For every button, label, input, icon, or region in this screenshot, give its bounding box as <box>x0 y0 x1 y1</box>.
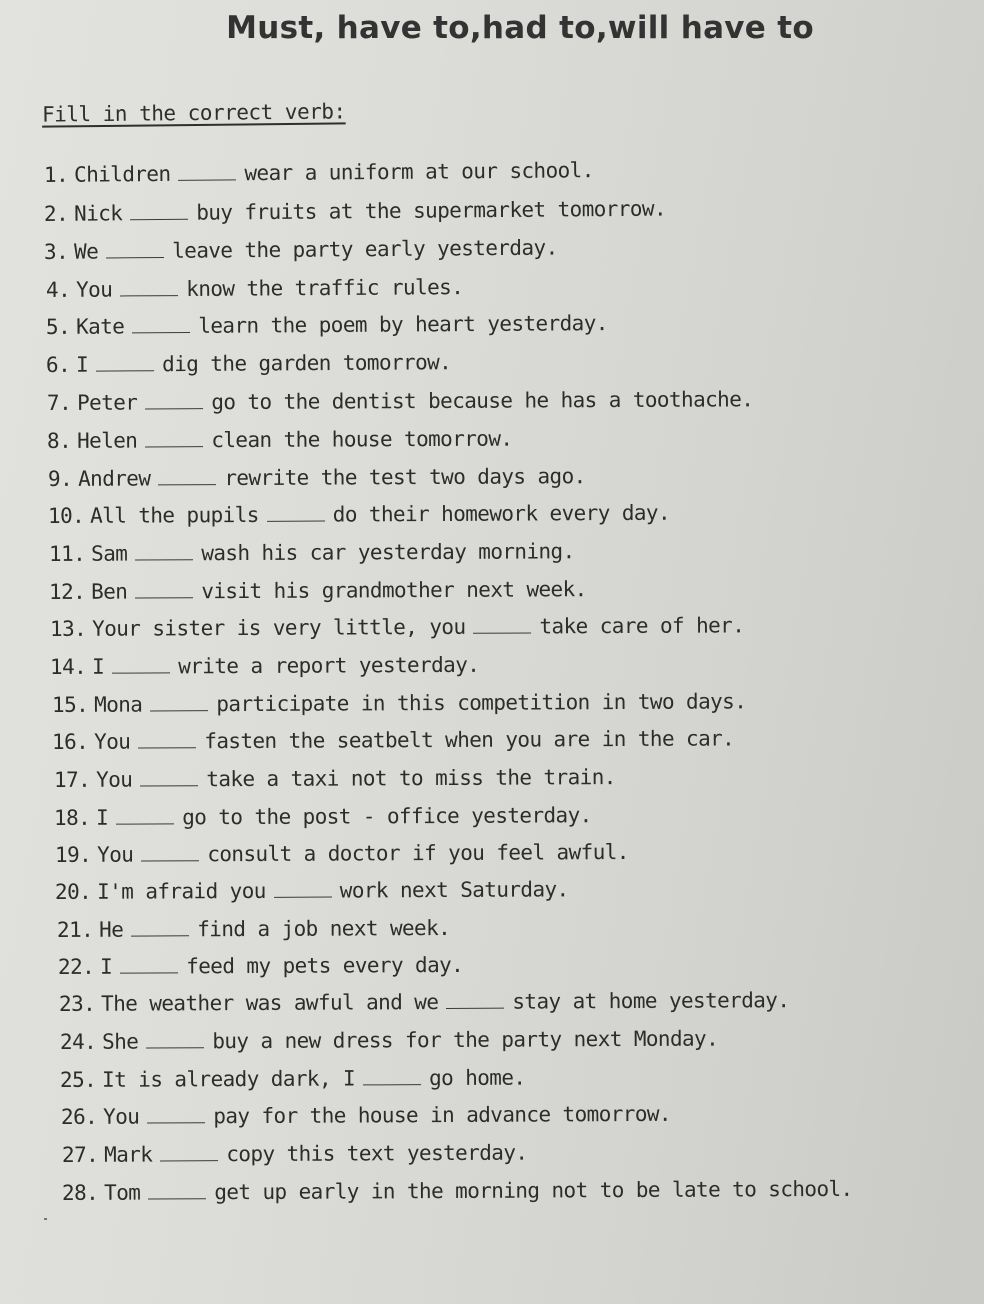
item-text-after-blank: take care of her. <box>539 613 745 639</box>
item-number: 13. <box>49 616 87 641</box>
item-number: 23. <box>58 991 96 1016</box>
item-text-after-blank: clean the house tomorrow. <box>211 426 513 453</box>
item-text-after-blank: fasten the seatbelt when you are in the car. <box>204 726 735 754</box>
exercise-item <box>46 311 608 339</box>
item-text-after-blank: learn the poem by heart yesterday. <box>198 311 608 338</box>
item-number: 21. <box>56 917 94 942</box>
item-text-after-blank: go to the post - office yesterday. <box>182 803 592 830</box>
item-text-before-blank: Tom <box>104 1180 141 1205</box>
item-text-before-blank: Helen <box>77 428 138 453</box>
exercise-item <box>55 840 629 867</box>
exercise-item <box>44 236 558 264</box>
item-text-after-blank: work next Saturday. <box>339 877 569 903</box>
answer-blank[interactable] <box>446 992 504 1009</box>
exercise-item <box>50 613 744 641</box>
item-number: 9. <box>47 466 73 491</box>
item-text-after-blank: consult a doctor if you feel awful. <box>207 839 629 867</box>
item-text-after-blank: feed my pets every day. <box>186 952 464 979</box>
exercise-item <box>44 158 594 187</box>
answer-blank[interactable] <box>473 616 531 633</box>
item-number: 7. <box>46 390 72 415</box>
item-text-before-blank: Mark <box>104 1142 153 1167</box>
item-text-after-blank: wash his car yesterday morning. <box>201 539 575 566</box>
answer-blank[interactable] <box>120 956 178 973</box>
answer-blank[interactable] <box>112 656 170 673</box>
page-title: Must, have to,had to,will have to <box>226 10 814 46</box>
exercise-item <box>48 501 670 528</box>
item-number: 4. <box>45 277 71 302</box>
item-text-after-blank: leave the party early yesterday. <box>172 235 558 263</box>
answer-blank[interactable] <box>116 807 174 824</box>
answer-blank[interactable] <box>274 881 332 898</box>
exercise-item <box>60 1066 526 1092</box>
answer-blank[interactable] <box>158 468 216 485</box>
answer-blank[interactable] <box>363 1068 421 1085</box>
answer-blank[interactable] <box>160 1144 218 1161</box>
item-number: 25. <box>59 1067 97 1092</box>
item-text-before-blank: You <box>96 767 133 792</box>
exercise-item <box>59 988 789 1016</box>
item-number: 15. <box>51 692 89 717</box>
exercise-item <box>62 1141 528 1167</box>
item-number: 1. <box>43 162 69 187</box>
item-text-before-blank: Nick <box>73 201 123 226</box>
item-text-before-blank: Mona <box>94 692 143 717</box>
item-text-after-blank: get up early in the morning not to be late to school. <box>214 1176 853 1205</box>
answer-blank[interactable] <box>138 731 196 748</box>
item-text-before-blank: He <box>99 917 124 942</box>
answer-blank[interactable] <box>140 769 198 786</box>
exercise-item <box>44 197 666 226</box>
exercise-item <box>46 350 451 377</box>
item-number: 17. <box>53 767 91 792</box>
item-text-after-blank: write a report yesterday. <box>178 652 480 679</box>
answer-blank[interactable] <box>148 1182 206 1199</box>
exercise-item <box>47 427 513 453</box>
exercise-item <box>48 464 586 491</box>
exercise-item <box>54 765 616 792</box>
answer-blank[interactable] <box>147 1106 205 1123</box>
item-number: 10. <box>47 503 85 528</box>
item-text-before-blank: Peter <box>77 390 138 415</box>
item-text-after-blank: rewrite the test two days ago. <box>224 464 586 491</box>
item-number: 22. <box>57 954 95 979</box>
item-text-before-blank: All the pupils <box>90 502 259 528</box>
item-number: 27. <box>61 1142 99 1167</box>
item-number: 11. <box>48 541 86 566</box>
exercise-item <box>49 539 575 566</box>
answer-blank[interactable] <box>150 694 208 711</box>
item-text-before-blank: She <box>102 1029 139 1054</box>
exercise-item <box>54 803 592 830</box>
item-text-before-blank: Sam <box>91 541 128 566</box>
answer-blank[interactable] <box>267 505 325 522</box>
pen-mark <box>44 1218 47 1220</box>
item-text-before-blank: You <box>103 1104 140 1129</box>
item-text-before-blank: You <box>76 277 113 302</box>
exercise-item <box>52 689 746 717</box>
answer-blank[interactable] <box>145 392 203 409</box>
item-text-before-blank: I <box>100 954 113 979</box>
answer-blank[interactable] <box>120 279 178 296</box>
answer-blank[interactable] <box>145 430 203 447</box>
item-text-after-blank: go home. <box>428 1065 526 1091</box>
item-text-after-blank: do their homework every day. <box>332 500 671 527</box>
instruction-heading: Fill in the correct verb: <box>41 99 346 127</box>
item-text-after-blank: take a taxi not to miss the train. <box>206 765 616 792</box>
item-text-before-blank: I <box>92 654 105 679</box>
item-text-before-blank: Ben <box>91 579 128 604</box>
exercise-item <box>61 1102 671 1129</box>
item-text-before-blank: Children <box>73 161 171 187</box>
item-text-after-blank: pay for the house in advance tomorrow. <box>213 1101 671 1129</box>
answer-blank[interactable] <box>106 241 164 259</box>
exercise-item <box>58 953 463 979</box>
item-number: 12. <box>48 579 86 604</box>
item-text-after-blank: buy a new dress for the party next Monday. <box>212 1026 719 1054</box>
item-number: 28. <box>61 1180 99 1205</box>
item-text-after-blank: visit his grandmother next week. <box>201 577 587 604</box>
item-text-after-blank: stay at home yesterday. <box>512 988 790 1014</box>
item-text-after-blank: find a job next week. <box>197 915 451 942</box>
item-text-after-blank: know the traffic rules. <box>186 275 464 302</box>
item-text-after-blank: dig the garden tomorrow. <box>162 350 452 377</box>
exercise-item <box>62 1177 853 1205</box>
item-text-before-blank: You <box>97 842 134 867</box>
answer-blank[interactable] <box>146 1031 204 1048</box>
item-text-before-blank: You <box>94 729 131 754</box>
exercise-item <box>52 726 734 754</box>
answer-blank[interactable] <box>131 919 189 936</box>
item-number: 14. <box>49 654 87 679</box>
answer-blank[interactable] <box>135 581 193 598</box>
item-number: 2. <box>43 201 69 226</box>
answer-blank[interactable] <box>178 163 236 181</box>
exercise-item <box>57 916 450 942</box>
item-text-before-blank: I <box>76 352 89 377</box>
answer-blank[interactable] <box>135 543 193 560</box>
exercise-item <box>50 653 479 679</box>
item-number: 26. <box>60 1104 98 1129</box>
item-text-after-blank: copy this text yesterday. <box>226 1140 528 1167</box>
item-number: 3. <box>43 239 69 264</box>
item-number: 18. <box>53 805 91 830</box>
item-number: 8. <box>46 428 72 453</box>
answer-blank[interactable] <box>132 316 190 333</box>
exercise-item <box>60 1027 718 1054</box>
item-number: 24. <box>59 1029 97 1054</box>
item-text-before-blank: We <box>73 239 99 264</box>
item-number: 6. <box>45 352 71 377</box>
item-text-before-blank: I <box>96 805 109 830</box>
item-number: 19. <box>54 842 92 867</box>
item-text-after-blank: buy fruits at the supermarket tomorrow. <box>196 196 667 225</box>
answer-blank[interactable] <box>141 844 199 861</box>
item-text-before-blank: Kate <box>76 314 125 339</box>
item-number: 16. <box>51 729 89 754</box>
item-number: 20. <box>54 879 92 904</box>
item-text-after-blank: wear a uniform at our school. <box>244 158 594 186</box>
item-text-after-blank: participate in this competition in two days. <box>216 689 747 717</box>
answer-blank[interactable] <box>130 203 188 221</box>
item-text-after-blank: go to the dentist because he has a toothache. <box>211 387 754 415</box>
item-text-before-blank: Your sister is very little, you <box>92 614 466 641</box>
item-number: 5. <box>45 314 71 339</box>
item-text-before-blank: The weather was awful and we <box>101 990 439 1016</box>
answer-blank[interactable] <box>96 354 154 371</box>
item-text-before-blank: Andrew <box>78 466 151 491</box>
exercise-item <box>47 387 753 415</box>
item-text-before-blank: It is already dark, I <box>102 1066 356 1092</box>
exercise-item <box>49 577 587 604</box>
exercise-item <box>55 877 569 904</box>
item-text-before-blank: I'm afraid you <box>97 878 266 904</box>
exercise-item <box>46 275 463 302</box>
